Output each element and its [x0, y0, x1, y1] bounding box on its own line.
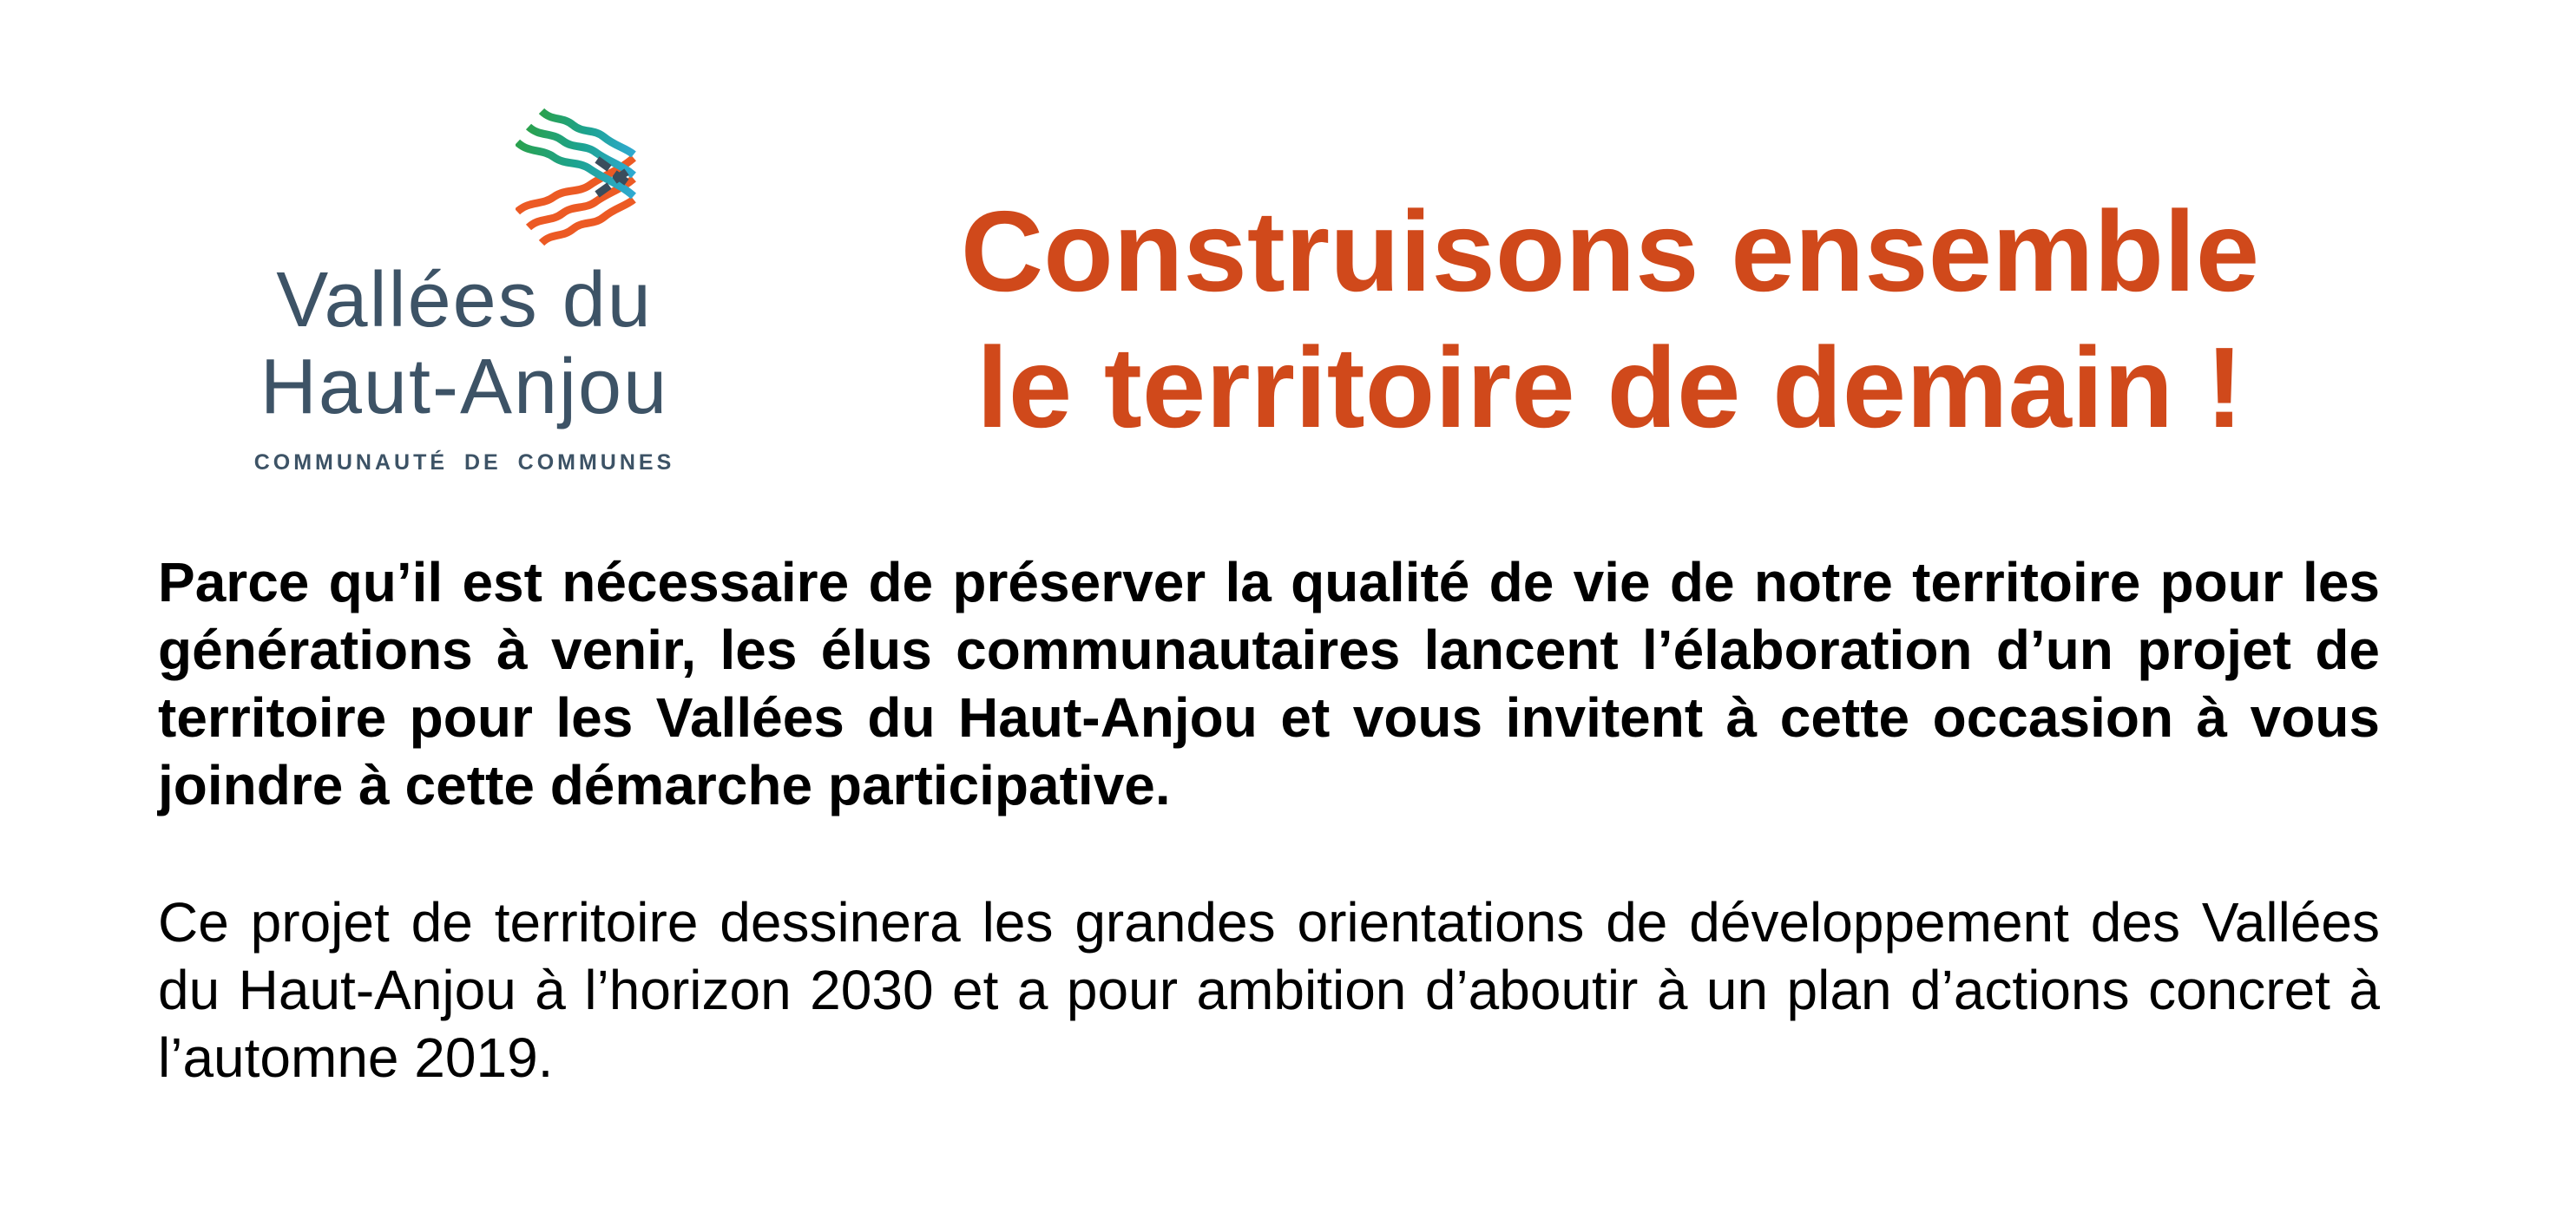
org-name-line1: Vallées du: [276, 257, 653, 344]
logo-text: [221, 257, 707, 476]
body-text: [158, 548, 2380, 1092]
headline-line1: Construisons ensemble: [960, 187, 2260, 315]
detail-paragraph: Ce projet de territoire dessinera les grandes orientations de développement des Vallées du Haut-Anjou à l’horizon 2030 et a pour ambition d’aboutir à un plan d’actions concret à l’automne 2019.: [158, 891, 2380, 1089]
headline: [881, 183, 2339, 456]
logo-tagline: COMMUNAUTÉ DE COMMUNES: [253, 450, 675, 475]
headline-line2: le territoire de demain !: [976, 324, 2244, 451]
org-name-line2: Haut-Anjou: [260, 344, 669, 430]
intro-paragraph: Parce qu’il est nécessaire de préserver la qualité de vie de notre territoire pour les générations à venir, les élus communautaires lancent l’élaboration d’un projet de territoire pour les Vallées du Haut-Anjou et vous invitent à cette occasion à vous joindre à cette démarche participative.: [158, 551, 2380, 816]
logo-waves-icon: [516, 108, 637, 246]
